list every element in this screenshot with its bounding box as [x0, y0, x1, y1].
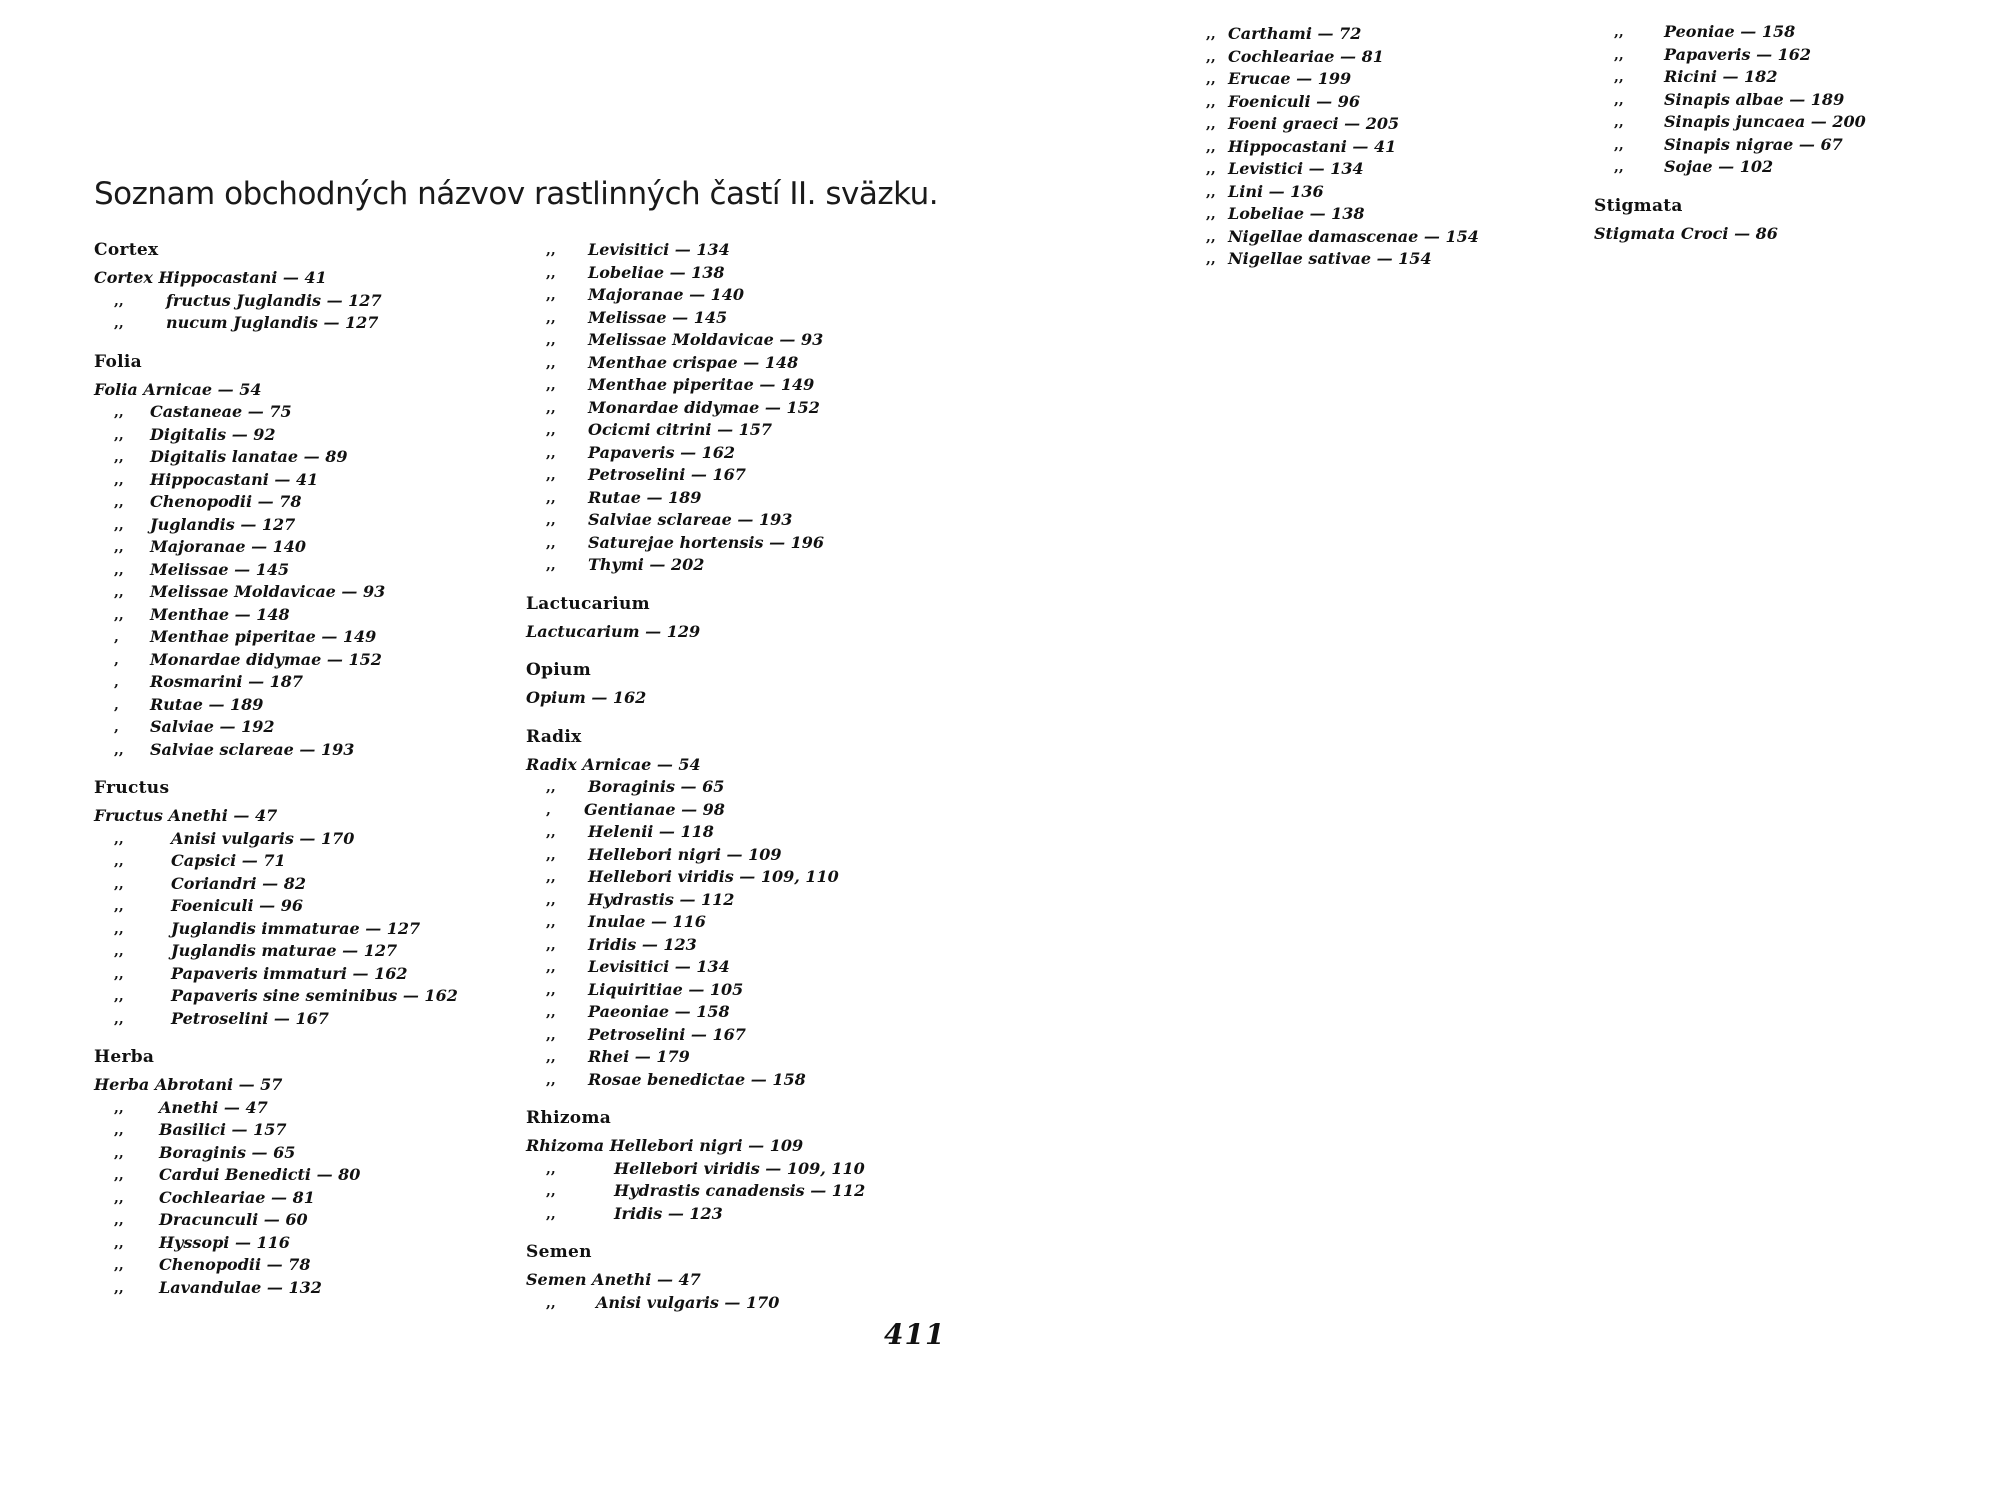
- index-entry: Radix Arnicae — 54: [526, 754, 701, 774]
- index-entry-text: Hippocastani — 41: [150, 469, 319, 489]
- index-entry-continued: [94, 1187, 327, 1210]
- ditto-mark: ,: [114, 629, 119, 645]
- index-entry-text: Hellebori viridis — 109, 110: [614, 1158, 865, 1178]
- section-heading: Stigmata: [1594, 195, 1683, 216]
- index-entry-continued: [526, 911, 803, 934]
- section-heading: Cortex: [94, 240, 159, 260]
- index-entry-text: Chenopodii — 78: [150, 492, 302, 511]
- ditto-mark: ,,: [114, 875, 124, 892]
- ditto-mark: ,,: [546, 354, 556, 371]
- index-entry-continued: [94, 739, 355, 762]
- index-entry-text: Petroselini — 167: [588, 465, 746, 484]
- section-heading: Semen: [526, 1242, 592, 1262]
- index-entry-text: Boraginis — 65: [159, 1142, 296, 1162]
- index-entry-text: Salviae — 192: [150, 717, 275, 736]
- index-entry-continued: [1594, 134, 1843, 157]
- index-entry-continued: [1594, 156, 1778, 179]
- index-entry-text: Melissae Moldavicae — 93: [150, 582, 386, 601]
- index-entry-text: Foeniculi — 96: [171, 896, 303, 915]
- index-entry-continued: [94, 559, 327, 582]
- index-entry-continued: [94, 469, 327, 492]
- index-entry-continued: [526, 1158, 865, 1181]
- index-entry-continued: [526, 1292, 803, 1315]
- ditto-mark: ,,: [546, 309, 556, 326]
- index-entry-continued: [526, 554, 803, 577]
- index-entry-continued: [94, 716, 327, 739]
- ditto-mark: ,,: [1206, 93, 1216, 110]
- index-entry-text: Rutae — 189: [150, 694, 264, 714]
- ditto-mark: ,,: [114, 426, 124, 443]
- index-entry-continued: [1594, 89, 1845, 112]
- index-entry-continued: [94, 1164, 361, 1187]
- index-entry-text: Basilici — 157: [159, 1120, 287, 1139]
- ditto-mark: ,,: [546, 444, 556, 461]
- ditto-mark: ,,: [114, 943, 124, 959]
- index-entry-text: Ricini — 182: [1664, 67, 1778, 86]
- ditto-mark: ,,: [1614, 24, 1624, 40]
- ditto-mark: ,,: [546, 1294, 556, 1311]
- index-entry-continued: [526, 397, 820, 420]
- index-entry-continued: [94, 401, 327, 424]
- index-entry-continued: [526, 1180, 866, 1203]
- ditto-mark: ,,: [546, 399, 556, 416]
- index-entry-continued: [94, 536, 327, 559]
- ditto-mark: ,,: [114, 471, 124, 488]
- index-entry-continued: [1594, 21, 1796, 44]
- index-entry-text: Castaneae — 75: [150, 402, 292, 421]
- index-entry-continued: [526, 956, 803, 979]
- ditto-mark: ,,: [1206, 116, 1216, 132]
- index-entry-continued: [94, 1209, 327, 1232]
- index-entry-continued: [94, 873, 327, 896]
- ditto-mark: ,,: [546, 869, 556, 885]
- index-entry-continued: [526, 979, 803, 1002]
- index-entry-continued: [94, 649, 382, 672]
- index-entry-text: Dracunculi — 60: [159, 1210, 308, 1229]
- index-entry-continued: [526, 1203, 803, 1226]
- ditto-mark: ,,: [1206, 251, 1216, 267]
- ditto-mark: ,,: [114, 449, 124, 465]
- index-entry: Lactucarium — 129: [526, 621, 701, 641]
- index-entry-continued: [94, 963, 408, 986]
- ditto-mark: ,,: [546, 914, 556, 930]
- index-entry-text: Hyssopi — 116: [159, 1232, 290, 1252]
- ditto-mark: ,,: [546, 1183, 556, 1199]
- ditto-mark: ,,: [114, 830, 124, 847]
- ditto-mark: ,,: [114, 1099, 124, 1116]
- index-entry-continued: [94, 850, 327, 873]
- index-entry: Fructus Anethi — 47: [94, 806, 278, 825]
- ditto-mark: ,,: [1614, 114, 1624, 130]
- index-entry-continued: [526, 352, 803, 375]
- ditto-mark: ,,: [546, 422, 556, 438]
- index-entry-continued: [94, 1142, 327, 1165]
- index-entry-continued: [94, 446, 348, 469]
- ditto-mark: ,,: [114, 315, 124, 331]
- index-entry-text: Sojae — 102: [1664, 157, 1774, 176]
- index-entry-continued: [94, 918, 421, 941]
- index-entry-text: Monardae didymae — 152: [588, 397, 820, 417]
- ditto-mark: ,,: [546, 489, 556, 506]
- index-entry-text: Carthami — 72: [1228, 24, 1362, 43]
- index-entry-text: Cochleariae — 81: [159, 1187, 315, 1207]
- ditto-mark: ,,: [114, 920, 124, 937]
- index-entry-text: Saturejae hortensis — 196: [588, 532, 825, 552]
- index-entry-continued: [526, 799, 803, 822]
- ditto-mark: ,,: [1614, 91, 1624, 108]
- index-entry-text: Lobeliae — 138: [1228, 204, 1365, 223]
- index-entry-continued: [94, 514, 327, 537]
- ditto-mark: ,,: [546, 242, 556, 258]
- index-entry-text: Lini — 136: [1228, 181, 1324, 201]
- ditto-mark: ,,: [114, 1257, 124, 1273]
- ditto-mark: ,,: [546, 981, 556, 998]
- index-entry-text: Inulae — 116: [588, 912, 706, 931]
- index-entry-text: Majoranae — 140: [588, 285, 745, 304]
- index-column-2: [526, 239, 866, 1314]
- index-entry-text: Hellebori nigri — 109: [588, 844, 782, 864]
- ditto-mark: ,,: [546, 512, 556, 528]
- index-entry-text: Coriandri — 82: [171, 873, 307, 893]
- section-heading: Herba: [94, 1047, 155, 1067]
- index-entry-text: Cardui Benedicti — 80: [159, 1165, 361, 1184]
- index-entry-text: Petroselini — 167: [588, 1024, 746, 1044]
- index-entry-continued: [94, 1008, 327, 1031]
- index-entry-text: Rutae — 189: [588, 487, 702, 507]
- index-entry-continued: [526, 1001, 803, 1024]
- ditto-mark: ,,: [546, 1160, 556, 1177]
- index-entry-text: Helenii — 118: [588, 822, 714, 841]
- index-entry-text: nucum Juglandis — 127: [166, 313, 379, 332]
- section-heading: Folia: [94, 351, 142, 372]
- index-entry-text: Majoranae — 140: [150, 537, 307, 556]
- index-entry-text: Anethi — 47: [159, 1097, 268, 1117]
- index-entry-text: Paeoniae — 158: [588, 1002, 730, 1021]
- index-entry-text: Anisi vulgaris — 170: [596, 1292, 780, 1312]
- index-entry: Semen Anethi — 47: [526, 1270, 701, 1289]
- ditto-mark: ,,: [546, 779, 556, 795]
- index-entry-continued: [526, 1069, 806, 1092]
- ditto-mark: ,,: [114, 1279, 124, 1296]
- ditto-mark: ,,: [1614, 136, 1624, 153]
- index-entry-text: Erucae — 199: [1228, 69, 1352, 88]
- section-heading: Fructus: [94, 778, 170, 798]
- index-entry-text: Menthae crispae — 148: [588, 352, 799, 372]
- ditto-mark: ,,: [546, 1026, 556, 1043]
- ditto-mark: ,: [546, 801, 551, 818]
- index-entry-text: Gentianae — 98: [584, 799, 725, 819]
- ditto-mark: ,,: [114, 1144, 124, 1161]
- index-entry-text: Melissae — 145: [150, 559, 290, 579]
- section-heading: Opium: [526, 660, 592, 680]
- ditto-mark: ,,: [1206, 138, 1216, 155]
- index-entry-continued: [526, 821, 803, 844]
- index-entry-text: Hydrastis — 112: [588, 889, 735, 909]
- ditto-mark: ,,: [546, 332, 556, 348]
- index-entry: Folia Arnicae — 54: [94, 379, 262, 399]
- section-heading: Lactucarium: [526, 593, 650, 614]
- ditto-mark: ,,: [546, 467, 556, 483]
- ditto-mark: ,,: [114, 561, 124, 578]
- ditto-mark: ,,: [114, 1122, 124, 1138]
- index-entry-text: Levisitici — 134: [588, 240, 730, 259]
- ditto-mark: ,,: [546, 264, 556, 281]
- ditto-mark: ,,: [546, 824, 556, 840]
- index-entry-text: Nigellae damascenae — 154: [1228, 226, 1479, 246]
- index-entry-continued: [526, 1046, 803, 1069]
- index-entry-continued: [94, 290, 382, 313]
- index-entry-text: Papaveris sine seminibus — 162: [171, 986, 458, 1005]
- index-entry-text: Sinapis albae — 189: [1664, 89, 1845, 109]
- ditto-mark: ,,: [546, 1071, 556, 1088]
- ditto-mark: ,,: [1206, 161, 1216, 177]
- ditto-mark: ,,: [114, 1234, 124, 1251]
- index-entry-continued: [526, 307, 803, 330]
- index-entry: Opium — 162: [526, 688, 647, 707]
- index-entry-continued: [526, 329, 824, 352]
- ditto-mark: ,,: [114, 898, 124, 914]
- index-entry-continued: [94, 626, 377, 649]
- index-entry-text: Juglandis immaturae — 127: [171, 918, 421, 938]
- ditto-mark: ,,: [1206, 48, 1216, 65]
- ditto-mark: ,,: [546, 377, 556, 393]
- index-entry-text: Capsici — 71: [171, 851, 286, 870]
- ditto-mark: ,,: [114, 1189, 124, 1206]
- index-entry-text: Salviae sclareae — 193: [588, 510, 793, 529]
- ditto-mark: ,: [114, 674, 119, 690]
- index-entry-text: Juglandis maturae — 127: [171, 941, 398, 960]
- ditto-mark: ,,: [1614, 69, 1624, 85]
- index-entry-continued: [94, 940, 398, 963]
- index-entry-continued: [526, 239, 803, 262]
- index-entry-text: Rhei — 179: [588, 1047, 690, 1066]
- ditto-mark: ,,: [546, 287, 556, 303]
- index-entry-text: Lavandulae — 132: [159, 1277, 322, 1297]
- page-number: 411: [884, 1318, 946, 1351]
- index-entry-text: Juglandis — 127: [150, 514, 296, 534]
- index-entry-continued: [94, 985, 458, 1008]
- index-entry-text: Salviae sclareae — 193: [150, 739, 355, 759]
- ditto-mark: ,,: [546, 936, 556, 953]
- ditto-mark: ,,: [114, 1167, 124, 1183]
- index-entry: Herba Abrotani — 57: [94, 1075, 283, 1094]
- index-entry-continued: [94, 424, 327, 447]
- index-entry-continued: [526, 934, 803, 957]
- index-entry-continued: [94, 1097, 327, 1120]
- index-entry-continued: [94, 895, 327, 918]
- index-entry-continued: [94, 828, 355, 851]
- ditto-mark: ,,: [114, 606, 124, 623]
- index-entry-text: Foeni graeci — 205: [1228, 114, 1400, 133]
- index-entry-text: Iridis — 123: [614, 1203, 723, 1223]
- index-entry-continued: [526, 532, 825, 555]
- ditto-mark: ,,: [114, 494, 124, 510]
- ditto-mark: ,,: [114, 1010, 124, 1027]
- index-entry-continued: [526, 487, 803, 510]
- index-entry-continued: [526, 262, 803, 285]
- index-entry-text: Anisi vulgaris — 170: [171, 828, 355, 848]
- index-entry-text: Foeniculi — 96: [1228, 91, 1360, 111]
- index-entry-text: Chenopodii — 78: [159, 1255, 311, 1274]
- section-heading: Rhizoma: [526, 1108, 612, 1128]
- index-entry-text: Digitalis lanatae — 89: [150, 447, 348, 466]
- index-entry: Cortex Hippocastani — 41: [94, 268, 327, 287]
- index-entry-text: Rosmarini — 187: [150, 672, 304, 691]
- index-entry-continued: [526, 464, 803, 487]
- ditto-mark: ,,: [114, 853, 124, 869]
- index-entry-text: Hydrastis canadensis — 112: [614, 1181, 866, 1200]
- index-entry-text: Monardae didymae — 152: [150, 649, 382, 669]
- index-entry-text: Nigellae sativae — 154: [1228, 249, 1432, 268]
- ditto-mark: ,,: [1206, 206, 1216, 222]
- ditto-mark: ,,: [114, 965, 124, 982]
- index-entry: Stigmata Croci — 86: [1594, 223, 1778, 243]
- ditto-mark: ,,: [546, 846, 556, 863]
- index-entry-text: Sinapis juncaea — 200: [1664, 112, 1866, 131]
- ditto-mark: ,,: [114, 516, 124, 533]
- index-entry-continued: [526, 284, 803, 307]
- index-entry-continued: [526, 374, 815, 397]
- index-entry-continued: [94, 1254, 327, 1277]
- ditto-mark: ,,: [114, 404, 124, 420]
- ditto-mark: ,,: [546, 1205, 556, 1222]
- ditto-mark: ,,: [1614, 159, 1624, 175]
- ditto-mark: ,,: [114, 988, 124, 1004]
- index-entry-continued: [94, 694, 327, 717]
- index-entry-text: Iridis — 123: [588, 934, 697, 954]
- index-entry-text: Menthae piperitae — 149: [588, 375, 815, 394]
- index-entry-continued: [526, 1024, 803, 1047]
- ditto-mark: ,,: [546, 1049, 556, 1065]
- index-entry-text: Sinapis nigrae — 67: [1664, 134, 1843, 154]
- index-entry-text: Hellebori viridis — 109, 110: [588, 867, 839, 886]
- index-entry-text: Boraginis — 65: [588, 777, 725, 796]
- index-entry: Rhizoma Hellebori nigri — 109: [526, 1136, 804, 1155]
- index-entry-continued: [94, 491, 327, 514]
- index-entry-text: Ocicmi citrini — 157: [588, 420, 773, 439]
- index-entry-text: Cochleariae — 81: [1228, 46, 1384, 66]
- index-entry-text: Liquiritiae — 105: [588, 979, 744, 999]
- ditto-mark: ,,: [1206, 71, 1216, 87]
- index-entry-text: Thymi — 202: [588, 555, 705, 574]
- ditto-mark: ,,: [114, 292, 124, 309]
- ditto-mark: ,,: [114, 741, 124, 758]
- index-entry-continued: [94, 604, 327, 627]
- ditto-mark: ,,: [1206, 183, 1216, 200]
- ditto-mark: ,,: [1206, 228, 1216, 245]
- index-entry-text: Lobeliae — 138: [588, 262, 725, 282]
- index-entry-continued: [526, 509, 803, 532]
- index-entry-continued: [94, 312, 379, 335]
- index-entry-text: fructus Juglandis — 127: [166, 290, 382, 310]
- index-entry-continued: [526, 889, 803, 912]
- index-entry-continued: [526, 776, 803, 799]
- ditto-mark: ,,: [1614, 46, 1624, 63]
- ditto-mark: ,,: [546, 959, 556, 975]
- index-entry-continued: [94, 581, 386, 604]
- index-entry-continued: [1594, 111, 1866, 134]
- index-entry-continued: [94, 1119, 327, 1142]
- index-entry-text: Hippocastani — 41: [1228, 136, 1397, 156]
- section-heading: Radix: [526, 726, 582, 747]
- index-entry-text: Melissae Moldavicae — 93: [588, 330, 824, 349]
- ditto-mark: ,: [114, 719, 119, 735]
- ditto-mark: ,: [114, 696, 119, 713]
- page-title: Soznam obchodných názvov rastlinných častí II. sväzku.: [94, 176, 939, 212]
- index-column-1: [94, 239, 458, 1299]
- index-entry-continued: [526, 866, 839, 889]
- index-column-4: [1594, 21, 1866, 245]
- index-entry-continued: [94, 671, 327, 694]
- index-entry-text: Levisitici — 134: [588, 957, 730, 976]
- index-entry-text: Papaveris immaturi — 162: [171, 963, 408, 983]
- index-entry-text: Papaveris — 162: [588, 442, 736, 462]
- index-entry-text: Digitalis — 92: [150, 424, 276, 444]
- index-entry-continued: [94, 1277, 327, 1300]
- index-entry-continued: [1594, 44, 1812, 67]
- index-entry-continued: [94, 1232, 327, 1255]
- index-entry-text: Menthae — 148: [150, 604, 290, 624]
- ditto-mark: ,: [114, 651, 119, 668]
- index-entry-continued: [1594, 66, 1778, 89]
- index-entry-text: Rosae benedictae — 158: [588, 1069, 806, 1089]
- ditto-mark: ,,: [546, 534, 556, 551]
- index-entry-text: Peoniae — 158: [1664, 22, 1796, 41]
- ditto-mark: ,,: [1206, 26, 1216, 42]
- index-entry-continued: [526, 442, 803, 465]
- ditto-mark: ,,: [114, 539, 124, 555]
- index-entry-text: Menthae piperitae — 149: [150, 627, 377, 646]
- index-entry-text: Levistici — 134: [1228, 159, 1364, 178]
- index-entry-continued: [526, 844, 803, 867]
- index-entry-continued: [526, 419, 803, 442]
- ditto-mark: ,,: [114, 584, 124, 600]
- ditto-mark: ,,: [114, 1212, 124, 1228]
- ditto-mark: ,,: [546, 1004, 556, 1020]
- index-entry-text: Petroselini — 167: [171, 1008, 329, 1028]
- ditto-mark: ,,: [546, 891, 556, 908]
- index-entry-text: Melissae — 145: [588, 307, 728, 327]
- ditto-mark: ,,: [546, 557, 556, 573]
- index-entry-text: Papaveris — 162: [1664, 44, 1812, 64]
